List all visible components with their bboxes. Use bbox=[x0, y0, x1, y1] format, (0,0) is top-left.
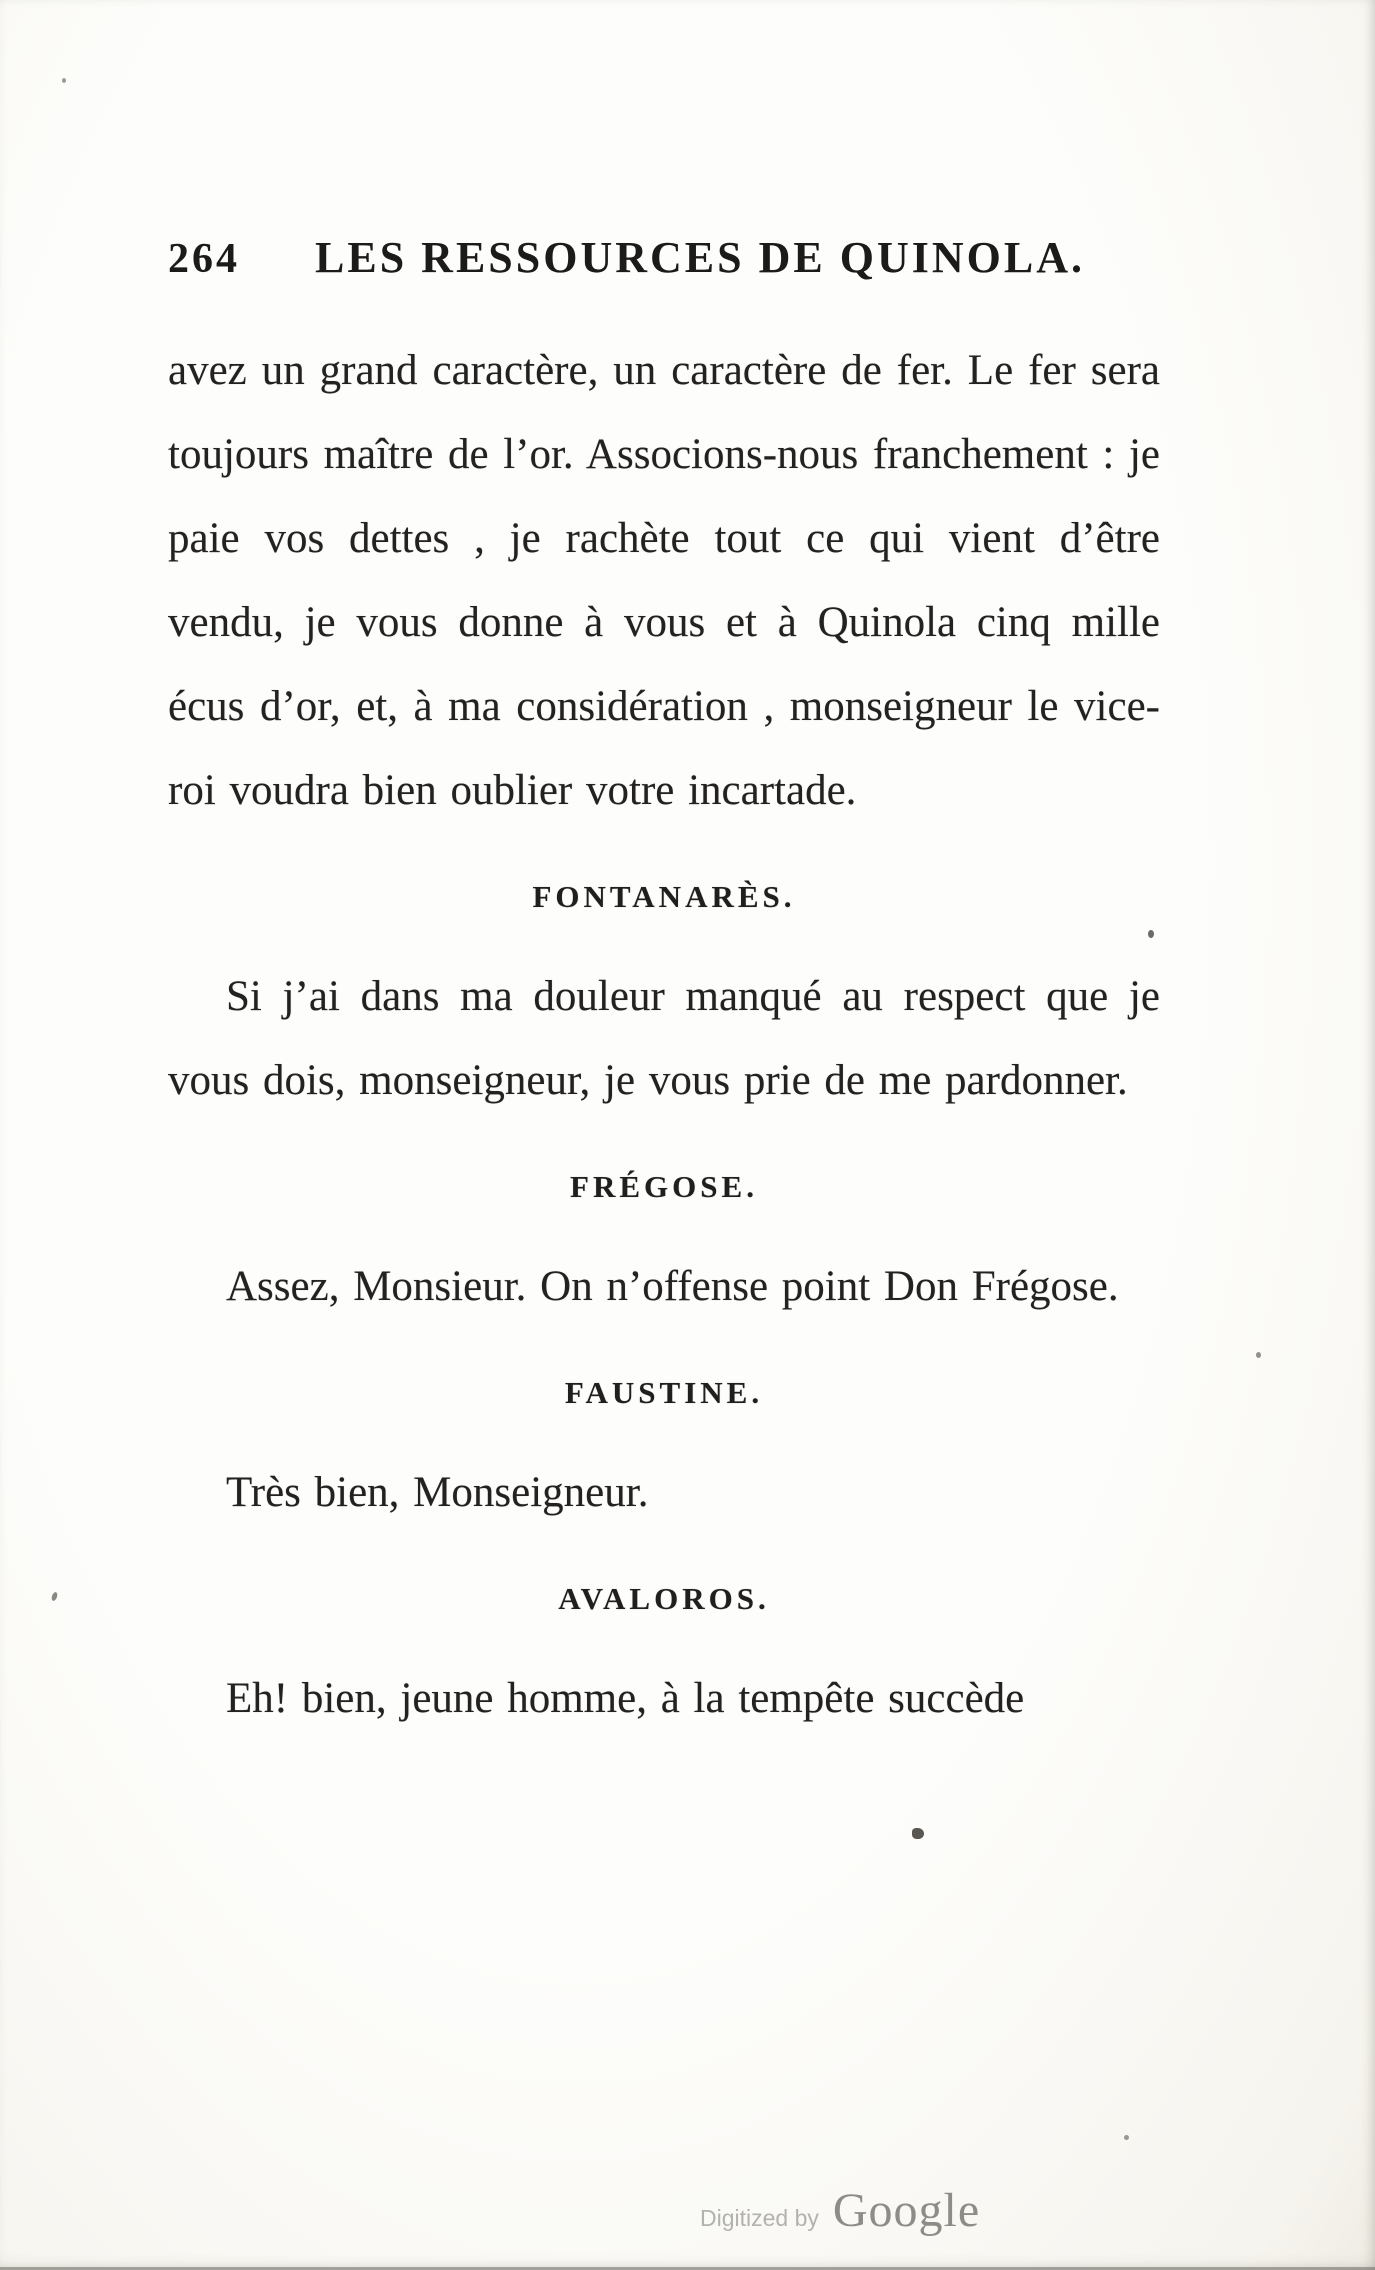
speaker-faustine: FAUSTINE. bbox=[564, 1375, 764, 1410]
dialogue-paragraph-3: Assez, Monsieur. On n’offense point Don Frégose. bbox=[226, 1263, 1119, 1310]
ink-speck bbox=[62, 78, 66, 83]
text-column bbox=[168, 232, 1160, 1741]
ink-blot bbox=[912, 1828, 924, 1839]
dialogue-paragraph-4: Très bien, Monseigneur. bbox=[226, 1469, 649, 1516]
speaker-fontanares: FONTANARÈS. bbox=[532, 879, 796, 914]
speaker-avaloros: AVALOROS. bbox=[558, 1581, 770, 1616]
dialogue-paragraph-5: Eh! bien, jeune homme, à la tempête succède bbox=[226, 1675, 1025, 1722]
ink-speck bbox=[1148, 930, 1154, 938]
page-header bbox=[168, 232, 1160, 283]
ink-speck bbox=[1256, 1352, 1261, 1358]
dialogue-paragraph-2: Si j’ai dans ma douleur manqué au respect que je vous dois, monseigneur, je vous prie de me pardonner. bbox=[168, 973, 1160, 1104]
page-number: 264 bbox=[168, 236, 240, 282]
ink-speck bbox=[1124, 2135, 1129, 2140]
google-logo: Google bbox=[832, 2184, 981, 2237]
running-title: LES RESSOURCES DE QUINOLA. bbox=[315, 233, 1085, 282]
digitized-by-label: Digitized by bbox=[700, 2205, 819, 2231]
speaker-fregose: FRÉGOSE. bbox=[570, 1169, 758, 1204]
ink-speck bbox=[51, 1591, 59, 1601]
dialogue-paragraph-1: avez un grand caractère, un caractère de fer. Le fer sera toujours maître de l’or. Associons-nous franchement : je paie vos dettes , je rachète tout ce qui vient d’être vendu, je vous donne à vous et à Quinola cinq mille écus d’or, et, à ma considération , monseigneur le vice-roi voudra bien oublier votre incartade. bbox=[168, 347, 1160, 814]
digitization-credit bbox=[700, 2183, 980, 2238]
